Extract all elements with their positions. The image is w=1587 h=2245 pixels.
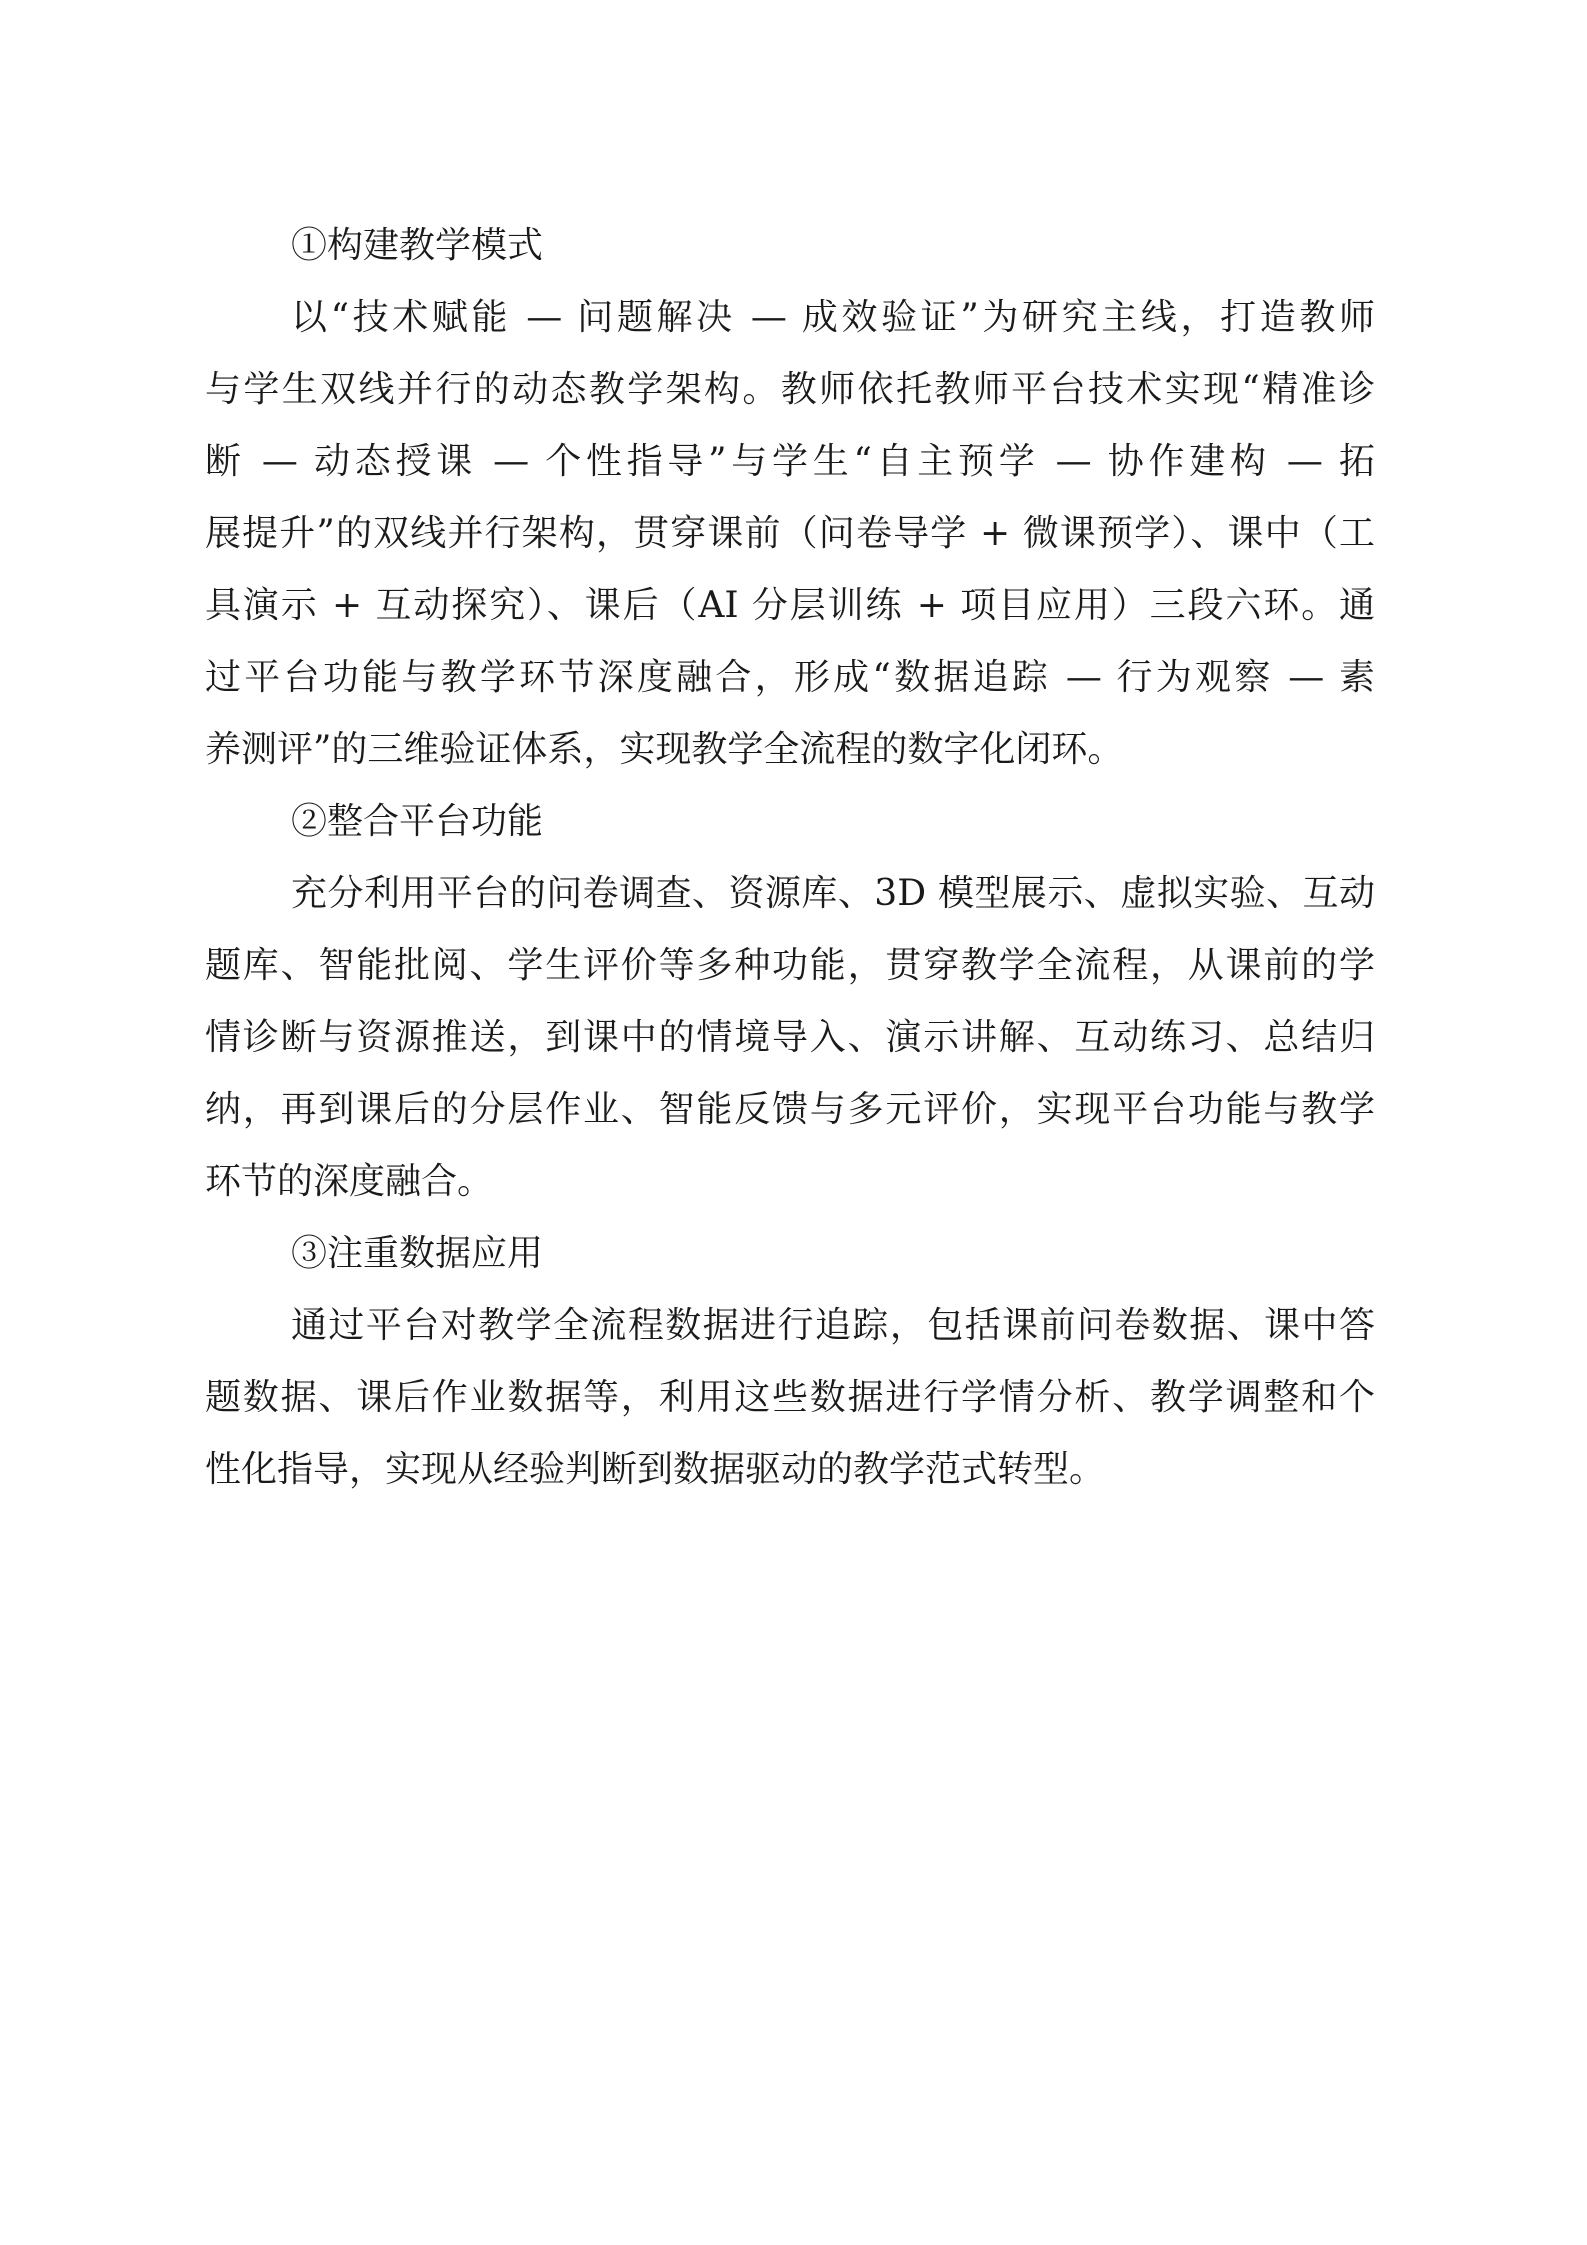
paragraph-line: 与学生双线并行的动态教学架构。教师依托教师平台技术实现“精准诊 bbox=[205, 369, 1375, 410]
paragraph-line: 情诊断与资源推送，到课中的情境导入、演示讲解、互动练习、总结归 bbox=[205, 1017, 1375, 1058]
paragraph-line: 过平台功能与教学环节深度融合，形成“数据追踪 — 行为观察 — 素 bbox=[205, 657, 1375, 698]
paragraph-line: 题库、智能批阅、学生评价等多种功能，贯穿教学全流程，从课前的学 bbox=[205, 945, 1375, 986]
paragraph-line: 充分利用平台的问卷调查、资源库、3D 模型展示、虚拟实验、互动 bbox=[291, 873, 1375, 914]
section-heading: ③注重数据应用 bbox=[291, 1233, 544, 1274]
section-heading: ①构建教学模式 bbox=[291, 225, 544, 266]
paragraph-line: 环节的深度融合。 bbox=[205, 1161, 494, 1202]
paragraph-line: 纳，再到课后的分层作业、智能反馈与多元评价，实现平台功能与教学 bbox=[205, 1089, 1375, 1130]
paragraph-line: 养测评”的三维验证体系，实现教学全流程的数字化闭环。 bbox=[205, 729, 1124, 770]
section-heading: ②整合平台功能 bbox=[291, 801, 544, 842]
document-body bbox=[205, 210, 1375, 1506]
paragraph-line: 断 — 动态授课 — 个性指导”与学生“自主预学 — 协作建构 — 拓 bbox=[205, 441, 1375, 482]
paragraph-line: 以“技术赋能 — 问题解决 — 成效验证”为研究主线，打造教师 bbox=[291, 297, 1375, 338]
paragraph-line: 题数据、课后作业数据等，利用这些数据进行学情分析、教学调整和个 bbox=[205, 1377, 1375, 1418]
paragraph-line: 性化指导，实现从经验判断到数据驱动的教学范式转型。 bbox=[205, 1449, 1106, 1490]
paragraph-line: 通过平台对教学全流程数据进行追踪，包括课前问卷数据、课中答 bbox=[291, 1305, 1375, 1346]
paragraph-line: 展提升”的双线并行架构，贯穿课前（问卷导学 + 微课预学）、课中（工 bbox=[205, 513, 1375, 554]
paragraph-line: 具演示 + 互动探究）、课后（AI 分层训练 + 项目应用）三段六环。通 bbox=[205, 585, 1375, 626]
